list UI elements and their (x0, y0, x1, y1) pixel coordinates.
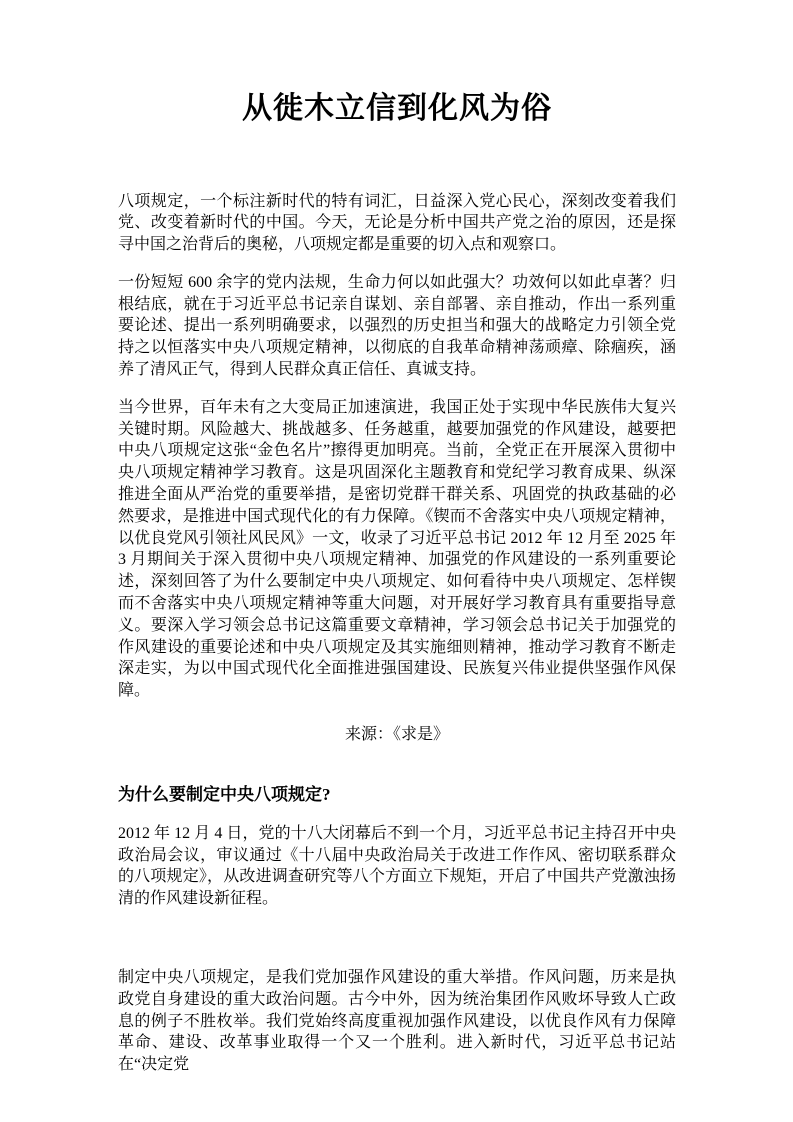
source-line: 来源：《求是》 (344, 726, 449, 744)
section-heading: 为什么要制定中央八项规定? (118, 784, 331, 804)
paragraph-intro: 八项规定，一个标注新时代的特有词汇，日益深入党心民心，深刻改变着我们党、改变着新时代的中国。今天，无论是分析中国共产党之治的原因，还是探寻中国之治背后的奥秘，八项规定都是重要的切入点和观察口。 (118, 192, 676, 254)
document-title: 从徙木立信到化风为俗 (242, 92, 552, 125)
paragraph-regulation-vitality: 一份短短 600 余字的党内法规，生命力何以如此强大？功效何以如此卓著？归根结底，就在于习近平总书记亲自谋划、亲自部署、亲自推动，作出一系列重要论述、提出一系列明确要求，以强烈的历史担当和强大的战略定力引领全党持之以恒落实中央八项规定精神，以彻底的自我革命精神荡顽瘴、除痼疾，涵养了清风正气，得到人民群众真正信任、真诚支持。 (118, 273, 676, 379)
section-paragraph-work-style: 制定中央八项规定，是我们党加强作风建设的重大举措。作风问题，历来是执政党自身建设的重大政治问题。古今中外，因为统治集团作风败坏导致人亡政息的例子不胜枚举。我们党始终高度重视加强作风建设，以优良作风有力保障革命、建设、改革事业取得一个又一个胜利。进入新时代，习近平总书记站在“决定党 (118, 969, 676, 1074)
section-paragraph-politburo-meeting: 2012 年 12 月 4 日，党的十八大闭幕后不到一个月，习近平总书记主持召开中央政治局会议，审议通过《十八届中央政治局关于改进工作作风、密切联系群众的八项规定》，从改进调查研究等八个方面立下规矩，开启了中国共产党激浊扬清的作风建设新征程。 (118, 824, 676, 908)
paragraph-current-world: 当今世界，百年未有之大变局正加速演进，我国正处于实现中华民族伟大复兴关键时期。风险越大、挑战越多、任务越重，越要加强党的作风建设，越要把中央八项规定这张“金色名片”擦得更加明亮。当前，全党正在开展深入贯彻中央八项规定精神学习教育。这是巩固深化主题教育和党纪学习教育成果、纵深推进全面从严治党的重要举措，是密切党群干群关系、巩固党的执政基础的必然要求，是推进中国式现代化的有力保障。《锲而不舍落实中央八项规定精神，以优良党风引领社风民风》一文，收录了习近平总书记 2012 年 12 月至 2025 年 3 月期间关于深入贯彻中央八项规定精神、加强党的作风建设的一系列重要论述，深刻回答了为什么要制定中央八项规定、如何看待中央八项规定、怎样锲而不舍落实中央八项规定精神等重大问题，对开展好学习教育具有重要指导意义。要深入学习领会总书记这篇重要文章精神，学习领会总书记关于加强党的作风建设的重要论述和中央八项规定及其实施细则精神，推动学习教育不断走深走实，为以中国式现代化全面推进强国建设、民族复兴伟业提供坚强作风保障。 (118, 398, 676, 700)
